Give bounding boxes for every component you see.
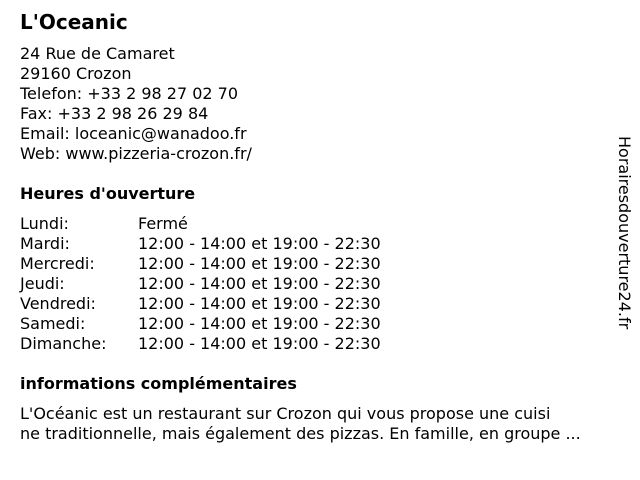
time-value: 12:00 - 14:00 et 19:00 - 22:30 [138,314,381,333]
day-label: Mercredi: [20,254,95,273]
time-value: 12:00 - 14:00 et 19:00 - 22:30 [138,234,381,253]
time-value: 12:00 - 14:00 et 19:00 - 22:30 [138,334,381,353]
site-watermark: Horairesdouverture24.fr [615,136,634,330]
hours-heading: Heures d'ouverture [20,184,196,203]
website-line: Web: www.pizzeria-crozon.fr/ [20,144,252,163]
time-value: 12:00 - 14:00 et 19:00 - 22:30 [138,274,381,293]
day-label: Vendredi: [20,294,96,313]
day-label: Jeudi: [20,274,65,293]
day-label: Mardi: [20,234,70,253]
email-line: Email: loceanic@wanadoo.fr [20,124,247,143]
address-street: 24 Rue de Camaret [20,44,175,63]
day-label: Lundi: [20,214,69,233]
time-value: 12:00 - 14:00 et 19:00 - 22:30 [138,254,381,273]
info-line: ne traditionnelle, mais également des pizzas. En famille, en groupe ... [20,424,581,443]
info-line: L'Océanic est un restaurant sur Crozon qui vous propose une cuisi [20,404,551,423]
fax-line: Fax: +33 2 98 26 29 84 [20,104,209,123]
time-value: Fermé [138,214,188,233]
address-city: 29160 Crozon [20,64,132,83]
info-description [20,404,632,444]
day-label: Samedi: [20,314,86,333]
restaurant-name: L'Oceanic [20,10,128,34]
phone-line: Telefon: +33 2 98 27 02 70 [20,84,239,103]
day-label: Dimanche: [20,334,107,353]
contact-block [20,44,252,164]
time-value: 12:00 - 14:00 et 19:00 - 22:30 [138,294,381,313]
info-heading: informations complémentaires [20,374,297,393]
